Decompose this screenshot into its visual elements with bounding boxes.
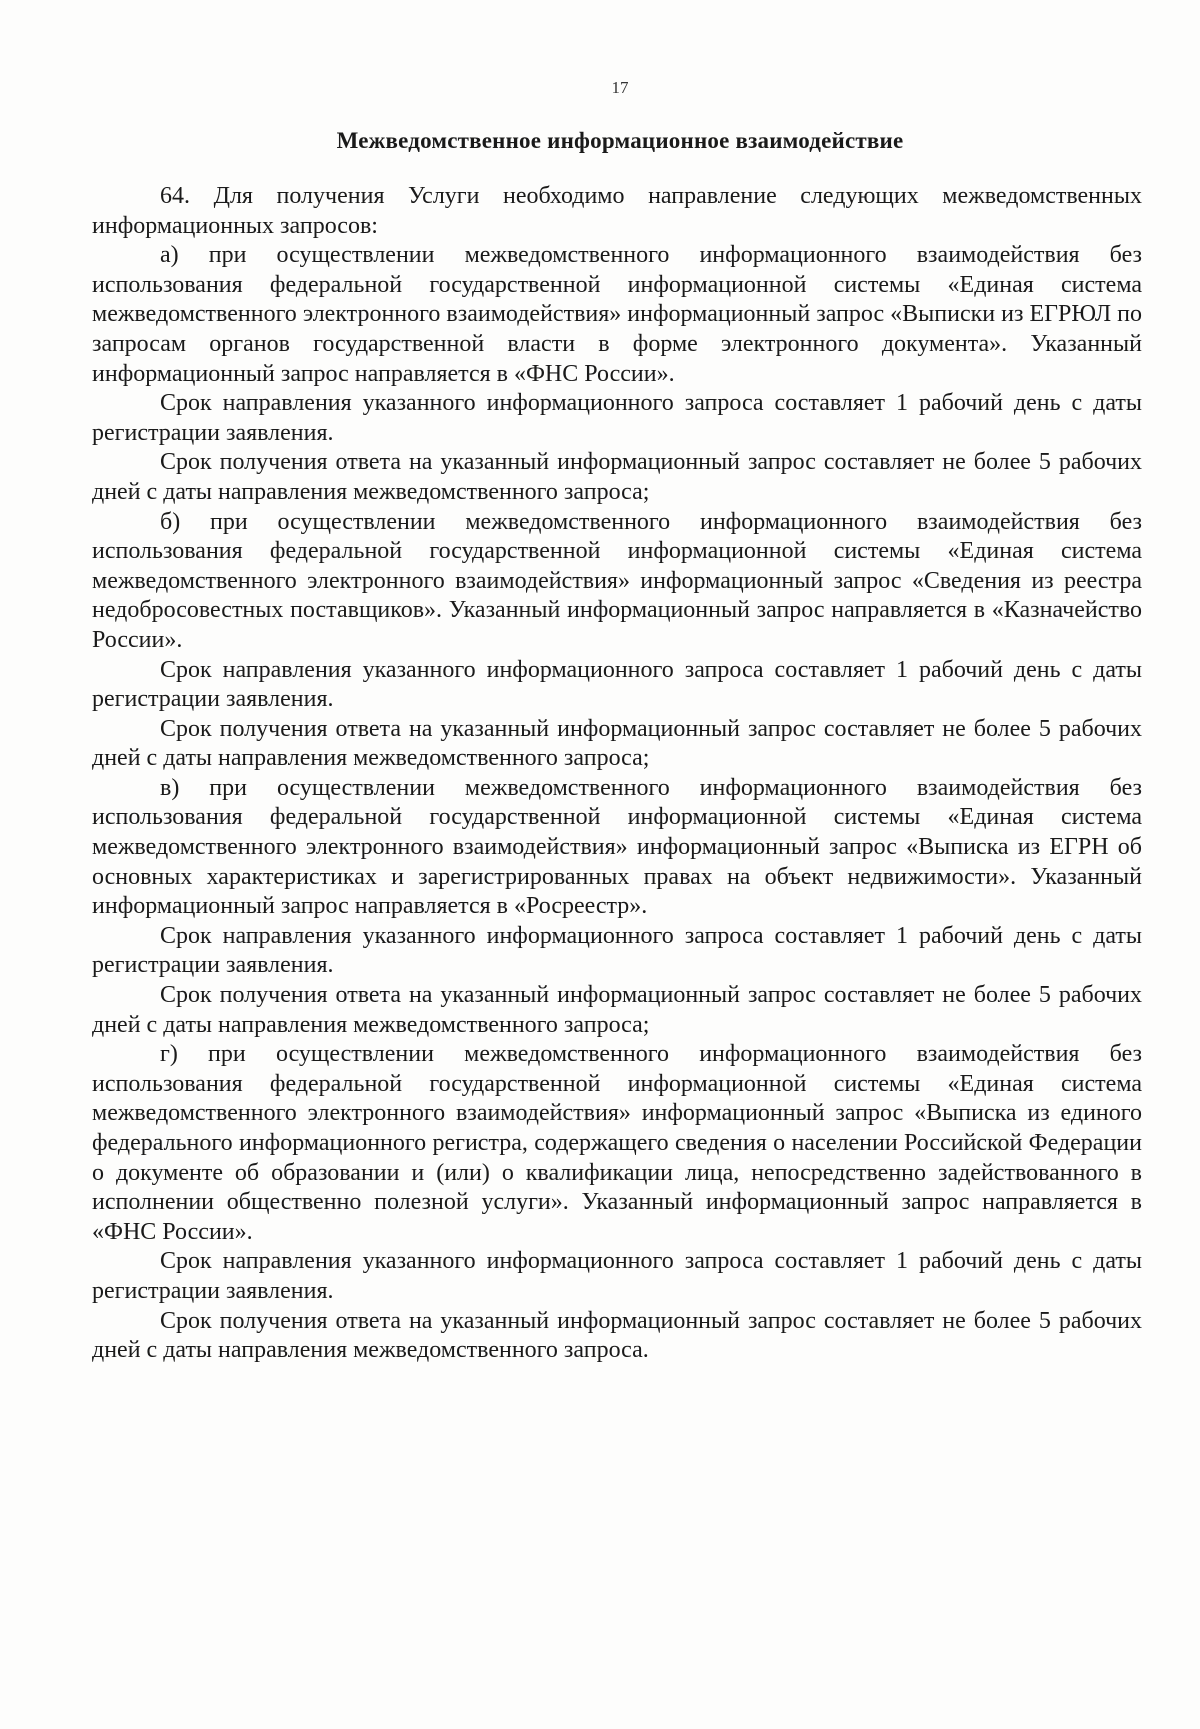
paragraph-item-g: г) при осуществлении межведомственного информационного взаимодействия без использования федеральной государственной информационной системы «Единая система межведомственного электронного взаимодействия» информационный запрос «Выписка из единого федерального информационного регистра, содержащего сведения о населении Российской Федерации о документе об образовании и (или) о квалификации лица, непосредственно задействованного в исполнении общественно полезной услуги». Указанный информационный запрос направляется в «ФНС России». (92, 1041, 1142, 1245)
paragraph-v-send-term: Срок направления указанного информационного запроса составляет 1 рабочий день с даты регистрации заявления. (92, 922, 1142, 979)
paragraph-v-response-term: Срок получения ответа на указанный информационный запрос составляет не более 5 рабочих дней с даты направления межведомственного запроса; (92, 982, 1142, 1038)
paragraph-g-send-term: Срок направления указанного информационного запроса составляет 1 рабочий день с даты регистрации заявления. (92, 1248, 1142, 1304)
paragraph-g-response-term: Срок получения ответа на указанный информационный запрос составляет не более 5 рабочих дней с даты направления межведомственного запроса. (92, 1307, 1142, 1364)
paragraph-item-a: а) при осуществлении межведомственного информационного взаимодействия без использования федеральной государственной информационной системы «Единая система межведомственного электронного взаимодействия» информационный запрос «Выписки из ЕГРЮЛ по запросам органов государственной власти в форме электронного документа». Указанный информационный запрос направляется в «ФНС России». (92, 242, 1142, 387)
paragraph-b-send-term: Срок направления указанного информационного запроса составляет 1 рабочий день с даты регистрации заявления. (92, 656, 1142, 713)
paragraph-a-response-term: Срок получения ответа на указанный информационный запрос составляет не более 5 рабочих дней с даты направления межведомственного запроса; (92, 449, 1142, 505)
paragraph-a-send-term: Срок направления указанного информационного запроса составляет 1 рабочий день с даты регистрации заявления. (92, 390, 1142, 446)
paragraph-item-v: в) при осуществлении межведомственного информационного взаимодействия без использования федеральной государственной информационной системы «Единая система межведомственного электронного взаимодействия» информационный запрос «Выписка из ЕГРН об основных характеристиках и зарегистрированных правах на объект недвижимости». Указанный информационный запрос направляется в «Росреестр». (92, 774, 1142, 920)
section-title: Межведомственное информационное взаимодействие (336, 128, 904, 153)
paragraph-64-intro: 64. Для получения Услуги необходимо направление следующих межведомственных информационных запросов: (92, 183, 1142, 239)
paragraph-b-response-term: Срок получения ответа на указанный информационный запрос составляет не более 5 рабочих дней с даты направления межведомственного запроса; (92, 715, 1142, 772)
document-body (92, 182, 1142, 1366)
paragraph-item-b: б) при осуществлении межведомственного информационного взаимодействия без использования федеральной государственной информационной системы «Единая система межведомственного электронного взаимодействия» информационный запрос «Сведения из реестра недобросовестных поставщиков». Указанный информационный запрос направляется в «Казначейство России». (92, 508, 1142, 653)
page-number: 17 (611, 78, 629, 97)
